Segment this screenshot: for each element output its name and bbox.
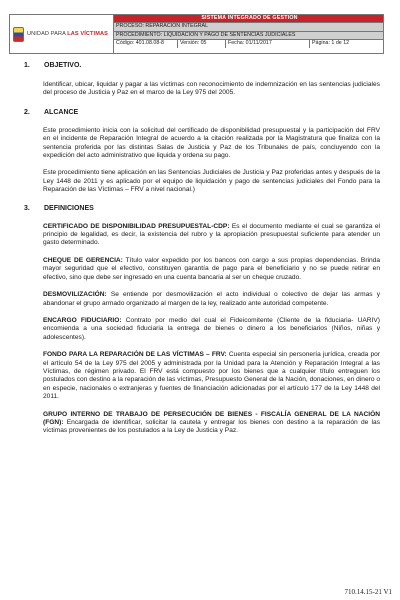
alcance-paragraph-2: Este procedimiento tiene aplicación en las Sentencias Judiciales de Justicia y Paz proferidas antes y después de la Ley 1448 de 2011 y es aplicado por el equipo de liquidación y pago de sentencias judiciales del Fondo para la Reparación de las Víctimas – FRV a nivel nacional.) [43, 169, 380, 194]
objetivo-text: Identificar, ubicar, liquidar y pagar a las víctimas con reconocimiento de indemnización en las sentencias judiciales del proceso de Justicia y Paz en el marco de la Ley 975 del 2005. [43, 81, 380, 97]
definition-item [24, 223, 380, 248]
section-heading-alcance [24, 107, 380, 118]
alcance-paragraph-1: Este procedimiento inicia con la solicitud del certificado de disponibilidad presupuestal y la participación del FRV en el incidente de Reparación Integral de acuerdo a la citación realizada por la Magistratura que finaliza con la sentencia proferida por las distintas Salas de Justicia y Paz de los Tribunales de país, concluyendo con la expedición del acto administrativo que liquida y ordena su pago. [43, 126, 380, 160]
definition-item [24, 411, 380, 436]
definition-term: GRUPO INTERNO DE TRABAJO DE PERSECUCIÓN DE BIENES - FISCALÍA GENERAL DE LA NACIÓN (FGN): [43, 410, 380, 426]
document-header [9, 14, 384, 54]
section-title: DEFINICIONES [44, 204, 94, 212]
definition-text: Título valor expedido por los bancos con cargo a sus propias dependencias. Brinda mayor seguridad que el efectivo, constituyen garantía de pago para el beneficiario y no se puede retirar en efectivo, sino que debe ser ingresado en una cuenta bancaria al ser un cheque cruzado. [43, 256, 380, 281]
definition-term: FONDO PARA LA REPARACIÓN DE LAS VÍCTIMAS – FRV: [43, 351, 227, 359]
procedure-row: PROCEDIMIENTO: LIQUIDACIÓN Y PAGO DE SENTENCIAS JUDICIALES [114, 32, 383, 40]
definition-term: CHEQUE DE GERENCIA: [43, 256, 123, 264]
version-cell: Versión: 05 [178, 40, 226, 47]
definition-item [24, 257, 380, 282]
definition-text: Cuenta especial sin personería jurídica, creada por el artículo 54 de la Ley 975 del 2005 y administrada por la Unidad para la Atención y Reparación Integral a las Víctimas, de régimen privado. El FRV está compuesto por los bienes que a cualquier título entreguen los postulados con destino a la reparación de las víctimas, Presupuesto General de la Nación, donaciones, en dinero o en especie, nacionales o extranjeras y fuentes de financiación adicionadas por el artículo 177 de la Ley 1448 del 2011. [43, 351, 380, 401]
definition-term: CERTIFICADO DE DISPONIBILIDAD PRESUPUESTAL-CDP: [43, 222, 230, 230]
section-number: 1. [24, 62, 30, 69]
process-row: PROCESO: REPARACIÓN INTEGRAL [114, 23, 383, 31]
section-number: 2. [24, 108, 30, 116]
definition-term: ENCARGO FIDUCIARIO: [43, 316, 122, 324]
section-number: 3. [24, 204, 30, 212]
section-heading-objetivo [24, 60, 380, 71]
header-table [114, 15, 383, 53]
definition-item [24, 351, 380, 401]
definition-text: Contrato por medio del cual el Fideicomitente (Cliente de la fiduciaria- UARIV) encomienda a una sociedad fiduciaria la entrega de bienes o dinero a los beneficiarios (Niños, niñas y adolescentes). [43, 316, 380, 341]
page-cell: Página: 1 de 12 [312, 40, 350, 47]
code-cell: Código: 401.08.08-8 [114, 40, 178, 47]
logo-text [27, 31, 108, 37]
section-title: ALCANCE [44, 108, 79, 116]
definition-item [24, 291, 380, 308]
definition-item [24, 317, 380, 342]
definition-text: Es el documento mediante el cual se garantiza el principio de legalidad, es decir, la existencia del rubro y la apropiación presupuestal suficiente para atender un gasto determinado. [43, 222, 380, 247]
section-title: OBJETIVO. [44, 62, 82, 69]
meta-row [114, 40, 383, 47]
document-body [24, 60, 380, 436]
definition-text: Encargada de identificar, solicitar la cautela y entregar los bienes con destino a la reparación de las víctimas provenientes de los postulados a la Ley de Justicia y Paz. [43, 418, 380, 435]
coat-of-arms-icon [13, 27, 24, 42]
date-cell: Fecha: 01/11/2017 [226, 40, 310, 47]
footer-document-code: 710.14.15-21 V1 [344, 588, 392, 596]
logo [10, 15, 114, 53]
logo-text-a: UNIDAD PARA [27, 31, 68, 37]
definition-text: Se entiende por desmovilización el acto individual o colectivo de dejar las armas y abandonar el grupo armado organizado al margen de la ley, realizado ante autoridad competente. [43, 291, 380, 307]
definition-term: DESMOVILIZACIÓN: [43, 291, 107, 299]
section-heading-definiciones [24, 203, 380, 214]
system-title: SISTEMA INTEGRADO DE GESTION [114, 15, 383, 23]
logo-text-b: LAS VÍCTIMAS [67, 31, 108, 37]
